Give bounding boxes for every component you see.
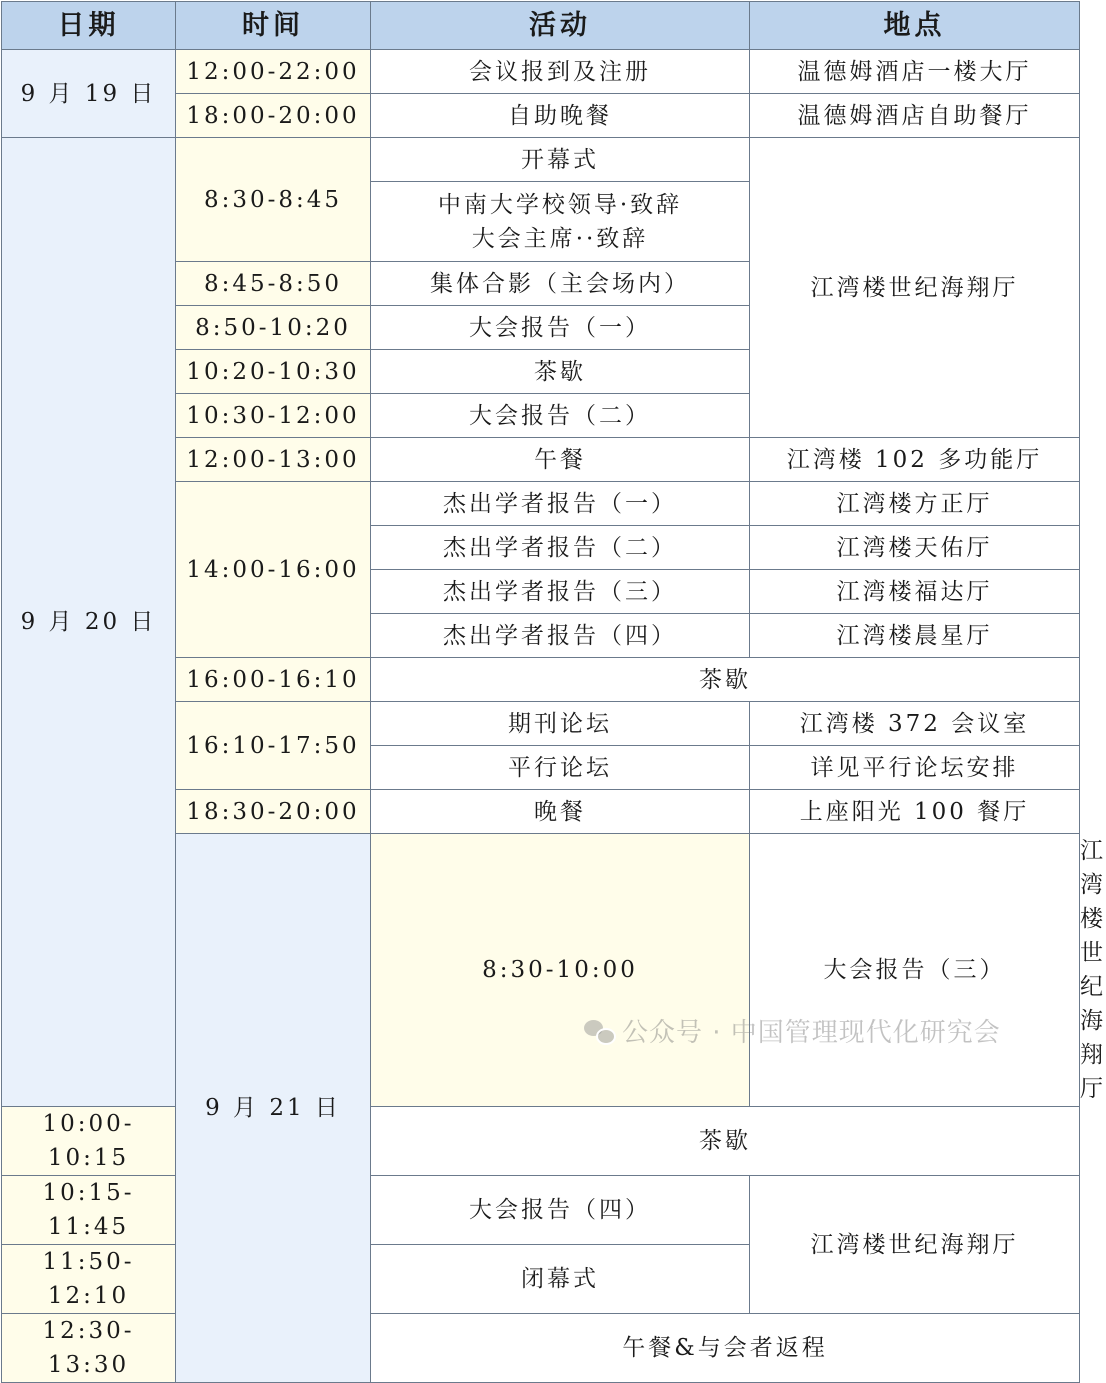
location-cell: 江湾楼福达厅 [750, 570, 1080, 614]
activity-cell: 大会报告（一） [371, 306, 750, 350]
activity-cell: 茶歇 [371, 1107, 1080, 1176]
activity-cell: 杰出学者报告（四） [371, 614, 750, 658]
watermark [584, 1012, 1001, 1049]
time-cell: 16:10-17:50 [176, 702, 371, 790]
activity-cell: 杰出学者报告（三） [371, 570, 750, 614]
activity-cell: 期刊论坛 [371, 702, 750, 746]
location-cell: 江湾楼天佑厅 [750, 526, 1080, 570]
time-cell: 10:30-12:00 [176, 394, 371, 438]
date-cell: 9 月 20 日 [2, 138, 176, 1107]
activity-cell: 午餐 [371, 438, 750, 482]
time-cell: 10:15-11:45 [2, 1176, 176, 1245]
schedule-table [1, 1, 1106, 1383]
time-cell: 14:00-16:00 [176, 482, 371, 658]
activity-cell: 自助晚餐 [371, 94, 750, 138]
table-row: 9 月 21 日 8:30-10:00 大会报告（三） 江湾楼世纪海翔厅 [2, 834, 1080, 1107]
speech-line: 中南大学校领导·致辞 [437, 191, 683, 218]
header-row [2, 2, 1080, 50]
location-cell: 温德姆酒店自助餐厅 [750, 94, 1080, 138]
activity-cell: 大会报告（四） [371, 1176, 750, 1245]
date-cell: 9 月 21 日 [176, 834, 371, 1383]
activity-cell-speeches [371, 182, 750, 262]
time-cell: 12:30-13:30 [2, 1314, 176, 1383]
location-cell: 江湾楼 102 多功能厅 [750, 438, 1080, 482]
activity-cell: 大会报告（三） [750, 834, 1080, 1107]
activity-cell: 晚餐 [371, 790, 750, 834]
activity-cell: 会议报到及注册 [371, 50, 750, 94]
table-row [2, 1314, 1080, 1383]
table-row [2, 1176, 1080, 1245]
time-cell: 8:50-10:20 [176, 306, 371, 350]
header-activity: 活动 [371, 2, 750, 50]
speech-line: 大会主席··致辞 [471, 225, 649, 252]
location-cell: 江湾楼世纪海翔厅 [750, 1176, 1080, 1314]
activity-cell: 茶歇 [371, 350, 750, 394]
date-cell: 9 月 19 日 [2, 50, 176, 138]
location-cell: 江湾楼 372 会议室 [750, 702, 1080, 746]
time-cell: 18:30-20:00 [176, 790, 371, 834]
time-cell: 10:00-10:15 [2, 1107, 176, 1176]
location-cell: 温德姆酒店一楼大厅 [750, 50, 1080, 94]
activity-cell: 集体合影（主会场内） [371, 262, 750, 306]
activity-cell: 大会报告（二） [371, 394, 750, 438]
activity-cell: 茶歇 [371, 658, 1080, 702]
table-row [2, 1107, 1080, 1176]
time-cell: 18:00-20:00 [176, 94, 371, 138]
header-time: 时间 [176, 2, 371, 50]
time-cell: 8:30-8:45 [176, 138, 371, 262]
time-cell: 8:30-10:00 [371, 834, 750, 1107]
table-row [2, 50, 1080, 94]
table-row [2, 138, 1080, 182]
activity-cell: 平行论坛 [371, 746, 750, 790]
location-cell: 江湾楼方正厅 [750, 482, 1080, 526]
activity-cell: 杰出学者报告（一） [371, 482, 750, 526]
time-cell: 16:00-16:10 [176, 658, 371, 702]
time-cell: 12:00-13:00 [176, 438, 371, 482]
time-cell: 8:45-8:50 [176, 262, 371, 306]
activity-cell: 午餐&与会者返程 [371, 1314, 1080, 1383]
location-cell: 上座阳光 100 餐厅 [750, 790, 1080, 834]
activity-cell: 开幕式 [371, 138, 750, 182]
header-location: 地点 [750, 2, 1080, 50]
header-date: 日期 [2, 2, 176, 50]
location-cell: 详见平行论坛安排 [750, 746, 1080, 790]
wechat-icon [584, 1018, 614, 1044]
time-cell: 10:20-10:30 [176, 350, 371, 394]
activity-cell: 杰出学者报告（二） [371, 526, 750, 570]
activity-cell: 闭幕式 [371, 1245, 750, 1314]
location-cell: 江湾楼世纪海翔厅 [750, 138, 1080, 438]
watermark-text: 公众号 · 中国管理现代化研究会 [622, 1018, 1001, 1048]
location-cell: 江湾楼晨星厅 [750, 614, 1080, 658]
time-cell: 12:00-22:00 [176, 50, 371, 94]
time-cell: 11:50-12:10 [2, 1245, 176, 1314]
